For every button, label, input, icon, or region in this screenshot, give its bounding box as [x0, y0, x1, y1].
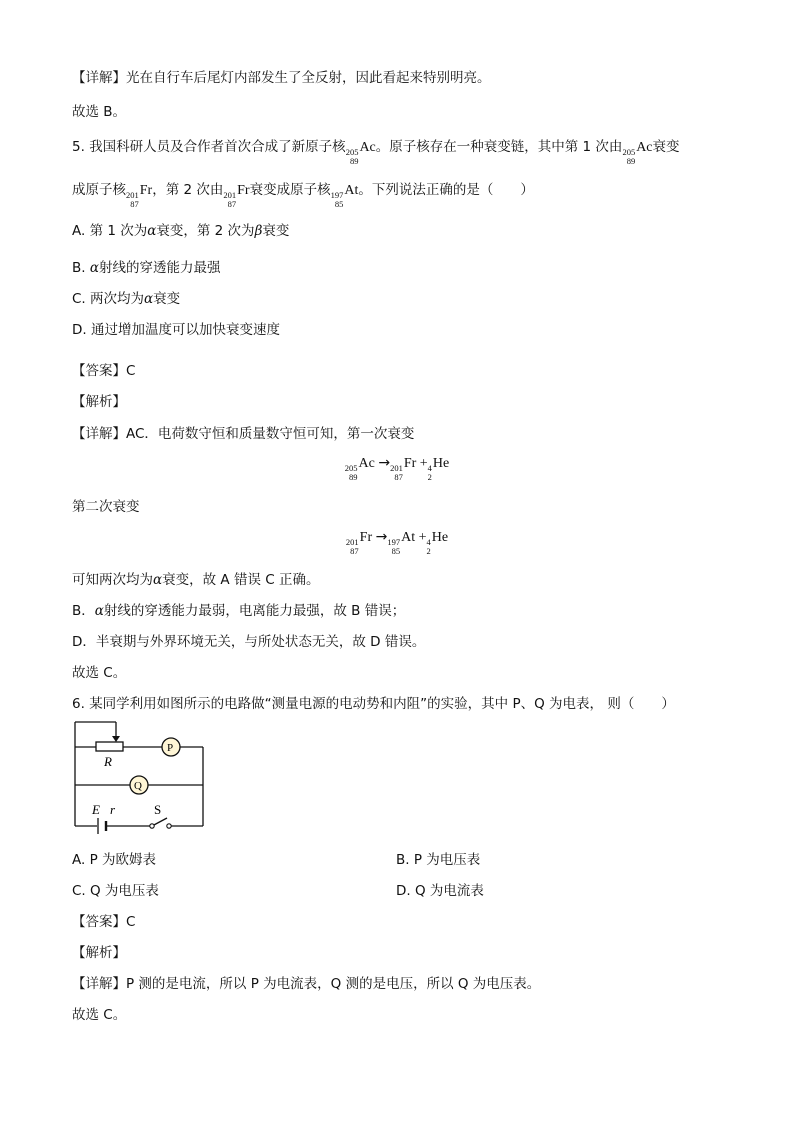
- q5-text3: 衰变: [652, 139, 680, 155]
- q5-stem-line1: [72, 135, 680, 166]
- q5-choose: 故选 C。: [72, 665, 127, 681]
- q5-text5: ，第 2 次由: [152, 182, 224, 198]
- nuclide-fr: 201 87 Fr: [126, 183, 153, 209]
- q6-choose: 故选 C。: [72, 1007, 127, 1023]
- nuclide-ac-2: 205 89 Ac: [622, 140, 653, 166]
- detail-text: 光在自行车后尾灯内部发生了全反射，因此看起来特别明亮。: [126, 70, 491, 86]
- detail-tag: 【详解】: [72, 70, 126, 86]
- q5-text7: 。下列说法正确的是（ ）: [358, 182, 534, 198]
- prev-detail-line: [72, 66, 491, 86]
- label-Q: Q: [134, 780, 142, 792]
- q6-detail: 【详解】P 测的是电流，所以 P 为电流表，Q 测的是电压，所以 Q 为电压表。: [72, 976, 541, 992]
- nuclide-ac: 205 89 Ac: [345, 140, 376, 166]
- q5-text4: 成原子核: [72, 182, 126, 198]
- q5-answer: 【答案】C: [72, 363, 136, 379]
- nuclide-fr-2: 201 87 Fr: [223, 183, 250, 209]
- label-P: P: [167, 742, 174, 754]
- q6-option-d: D. Q 为电流表: [396, 883, 484, 899]
- label-E: E: [92, 802, 100, 817]
- q6-option-c: C. Q 为电压表: [72, 883, 159, 899]
- q5-text6: 衰变成原子核: [249, 182, 331, 198]
- q5-text1: 我国科研人员及合作者首次合成了新原子核: [89, 139, 346, 155]
- prev-choose: 故选 B。: [72, 104, 127, 120]
- q5-number: 5.: [72, 139, 85, 155]
- label-R: R: [104, 754, 112, 769]
- q5-option-d: D. 通过增加温度可以加快衰变速度: [72, 322, 280, 338]
- equation-first-decay: 205 89 Ac → 201 87 Fr + 4 2 He: [344, 455, 450, 482]
- q5-d-detail: D．半衰期与外界环境无关，与所处状态无关，故 D 错误。: [72, 634, 426, 650]
- q6-analysis-tag: 【解析】: [72, 945, 126, 961]
- q5-b-detail: B．α射线的穿透能力最弱，电离能力最强，故 B 错误；: [72, 603, 406, 619]
- q5-conclusion: 可知两次均为α衰变，故 A 错误 C 正确。: [72, 572, 320, 588]
- nuclide-at: 197 85 At: [330, 183, 359, 209]
- q6-stem: 6. 某同学利用如图所示的电路做“测量电源的电动势和内阻”的实验，其中 P、Q 为电表， 则（ ）: [72, 696, 675, 712]
- q5-detail-line1: 【详解】AC．电荷数守恒和质量数守恒可知，第一次衰变: [72, 426, 415, 442]
- label-S: S: [154, 802, 162, 817]
- equation-second-decay: 201 87 Fr → 197 85 At + 4 2 He: [345, 529, 449, 556]
- circuit-diagram: [66, 716, 216, 834]
- q6-answer: 【答案】C: [72, 914, 136, 930]
- q5-option-a: A. 第 1 次为α衰变，第 2 次为β衰变: [72, 223, 290, 239]
- q5-option-b: B. α射线的穿透能力最强: [72, 260, 221, 276]
- label-r: r: [110, 802, 116, 817]
- q5-option-c: C. 两次均为α衰变: [72, 291, 181, 307]
- q5-analysis-tag: 【解析】: [72, 394, 126, 410]
- q5-text2: 。原子核存在一种衰变链，其中第 1 次由: [375, 139, 623, 155]
- q5-second-decay-label: 第二次衰变: [72, 499, 140, 515]
- q6-option-b: B. P 为电压表: [396, 852, 481, 868]
- q5-stem-line2: [72, 178, 534, 209]
- q6-option-a: A. P 为欧姆表: [72, 852, 157, 868]
- slider-arrow-icon: [112, 736, 120, 742]
